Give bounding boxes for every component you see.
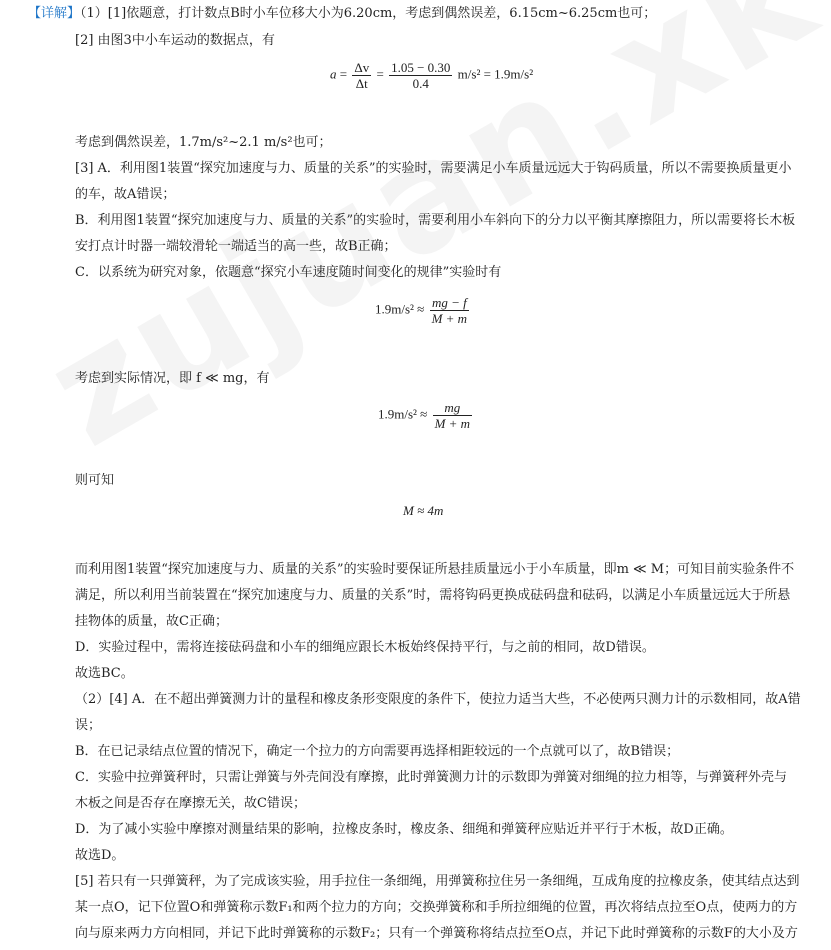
- equation-approx: 1.9m/s² ≈ $\frac{mg}{M + m}$: [378, 400, 471, 431]
- para-24: 某一点O，记下位置O和弹簧称示数F₁和两个拉力的方向；交换弹簧称和手所拉细绳的位置，再次将结点拉至O点，使两力的方: [75, 900, 798, 915]
- para-7: 安打点计时器一端较滑轮一端适当的高一些，故B正确；: [75, 239, 397, 254]
- para-19: C．实验中拉弹簧秤时，只需让弹簧与外壳间没有摩擦，此时弹簧测力计的示数即为弹簧对细绳的拉力相等，与弹簧秤外壳与: [75, 770, 787, 785]
- equation-system: 1.9m/s² ≈ $\frac{mg - f}{M + m}$: [375, 295, 468, 326]
- para-3: 考虑到偶然误差，1.7m/s²~2.1 m/s²也可；: [75, 135, 332, 150]
- equation-mass-ratio: M ≈ 4m: [403, 503, 444, 518]
- para-2: [2] 由图3中小车运动的数据点，有: [75, 33, 275, 48]
- para-8: C．以系统为研究对象，依题意“探究小车速度随时间变化的规律”实验时有: [75, 265, 502, 280]
- para-13: 挂物体的质量，故C正确；: [75, 614, 228, 629]
- para-21: D．为了减小实验中摩擦对测量结果的影响，拉橡皮条时，橡皮条、细绳和弹簧秤应贴近并平行于木板，故D正确。: [75, 822, 733, 837]
- para-25: 向与原来两力方向相同，并记下此时弹簧称的示数F₂；只有一个弹簧称将结点拉至O点，并记下此时弹簧称的示数F的大小及方: [75, 926, 798, 941]
- para-intro: 【详解】（1）[1]依题意，打计数点B时小车位移大小为6.20cm，考虑到偶然误差，6.15cm~6.25cm也可；: [28, 6, 657, 21]
- para-23: [5] 若只有一只弹簧秤，为了完成该实验，用手拉住一条细绳，用弹簧称拉住另一条细绳，互成角度的拉橡皮条，使其结点达到: [75, 874, 800, 889]
- detail-tag: 【详解】: [28, 6, 81, 21]
- para-5: 的车，故A错误；: [75, 187, 176, 202]
- para-4: [3] A．利用图1装置“探究加速度与力、质量的关系”的实验时，需要满足小车质量远远大于钩码质量，所以不需要换质量更小: [75, 161, 792, 176]
- para-22: 故选D。: [75, 848, 125, 863]
- para-6: B．利用图1装置“探究加速度与力、质量的关系”的实验时，需要利用小车斜向下的分力以平衡其摩擦阻力，所以需要将长木板: [75, 213, 796, 228]
- para-11: 而利用图1装置“探究加速度与力、质量的关系”的实验时要保证所悬挂质量远小于小车质量，即m ≪ M；可知目前实验条件不: [75, 562, 795, 577]
- equation-acceleration: a = $\frac{\Delta v}{\Delta t}$ = $\frac{1.05 - 0.30}{0.4}$ m/s² = 1.9m/s²: [330, 60, 534, 91]
- para-14: D．实验过程中，需将连接砝码盘和小车的细绳应跟长木板始终保持平行，与之前的相同，故D错误。: [75, 640, 655, 655]
- para-16: （2）[4] A．在不超出弹簧测力计的量程和橡皮条形变限度的条件下，使拉力适当大些，不必使两只测力计的示数相同，故A错: [75, 692, 801, 707]
- para-15: 故选BC。: [75, 666, 134, 681]
- para-12: 满足，所以利用当前装置在“探究加速度与力、质量的关系”时，需将钩码更换成砝码盘和砝码，以满足小车质量远远大于所悬: [75, 588, 791, 603]
- para-10: 则可知: [75, 473, 115, 488]
- para-18: B．在已记录结点位置的情况下，确定一个拉力的方向需要再选择相距较远的一个点就可以了，故B错误；: [75, 744, 680, 759]
- para-17: 误；: [75, 718, 102, 733]
- para-20: 木板之间是否存在摩擦无关，故C错误；: [75, 796, 306, 811]
- para-9: 考虑到实际情况，即 f ≪ mg，有: [75, 371, 270, 386]
